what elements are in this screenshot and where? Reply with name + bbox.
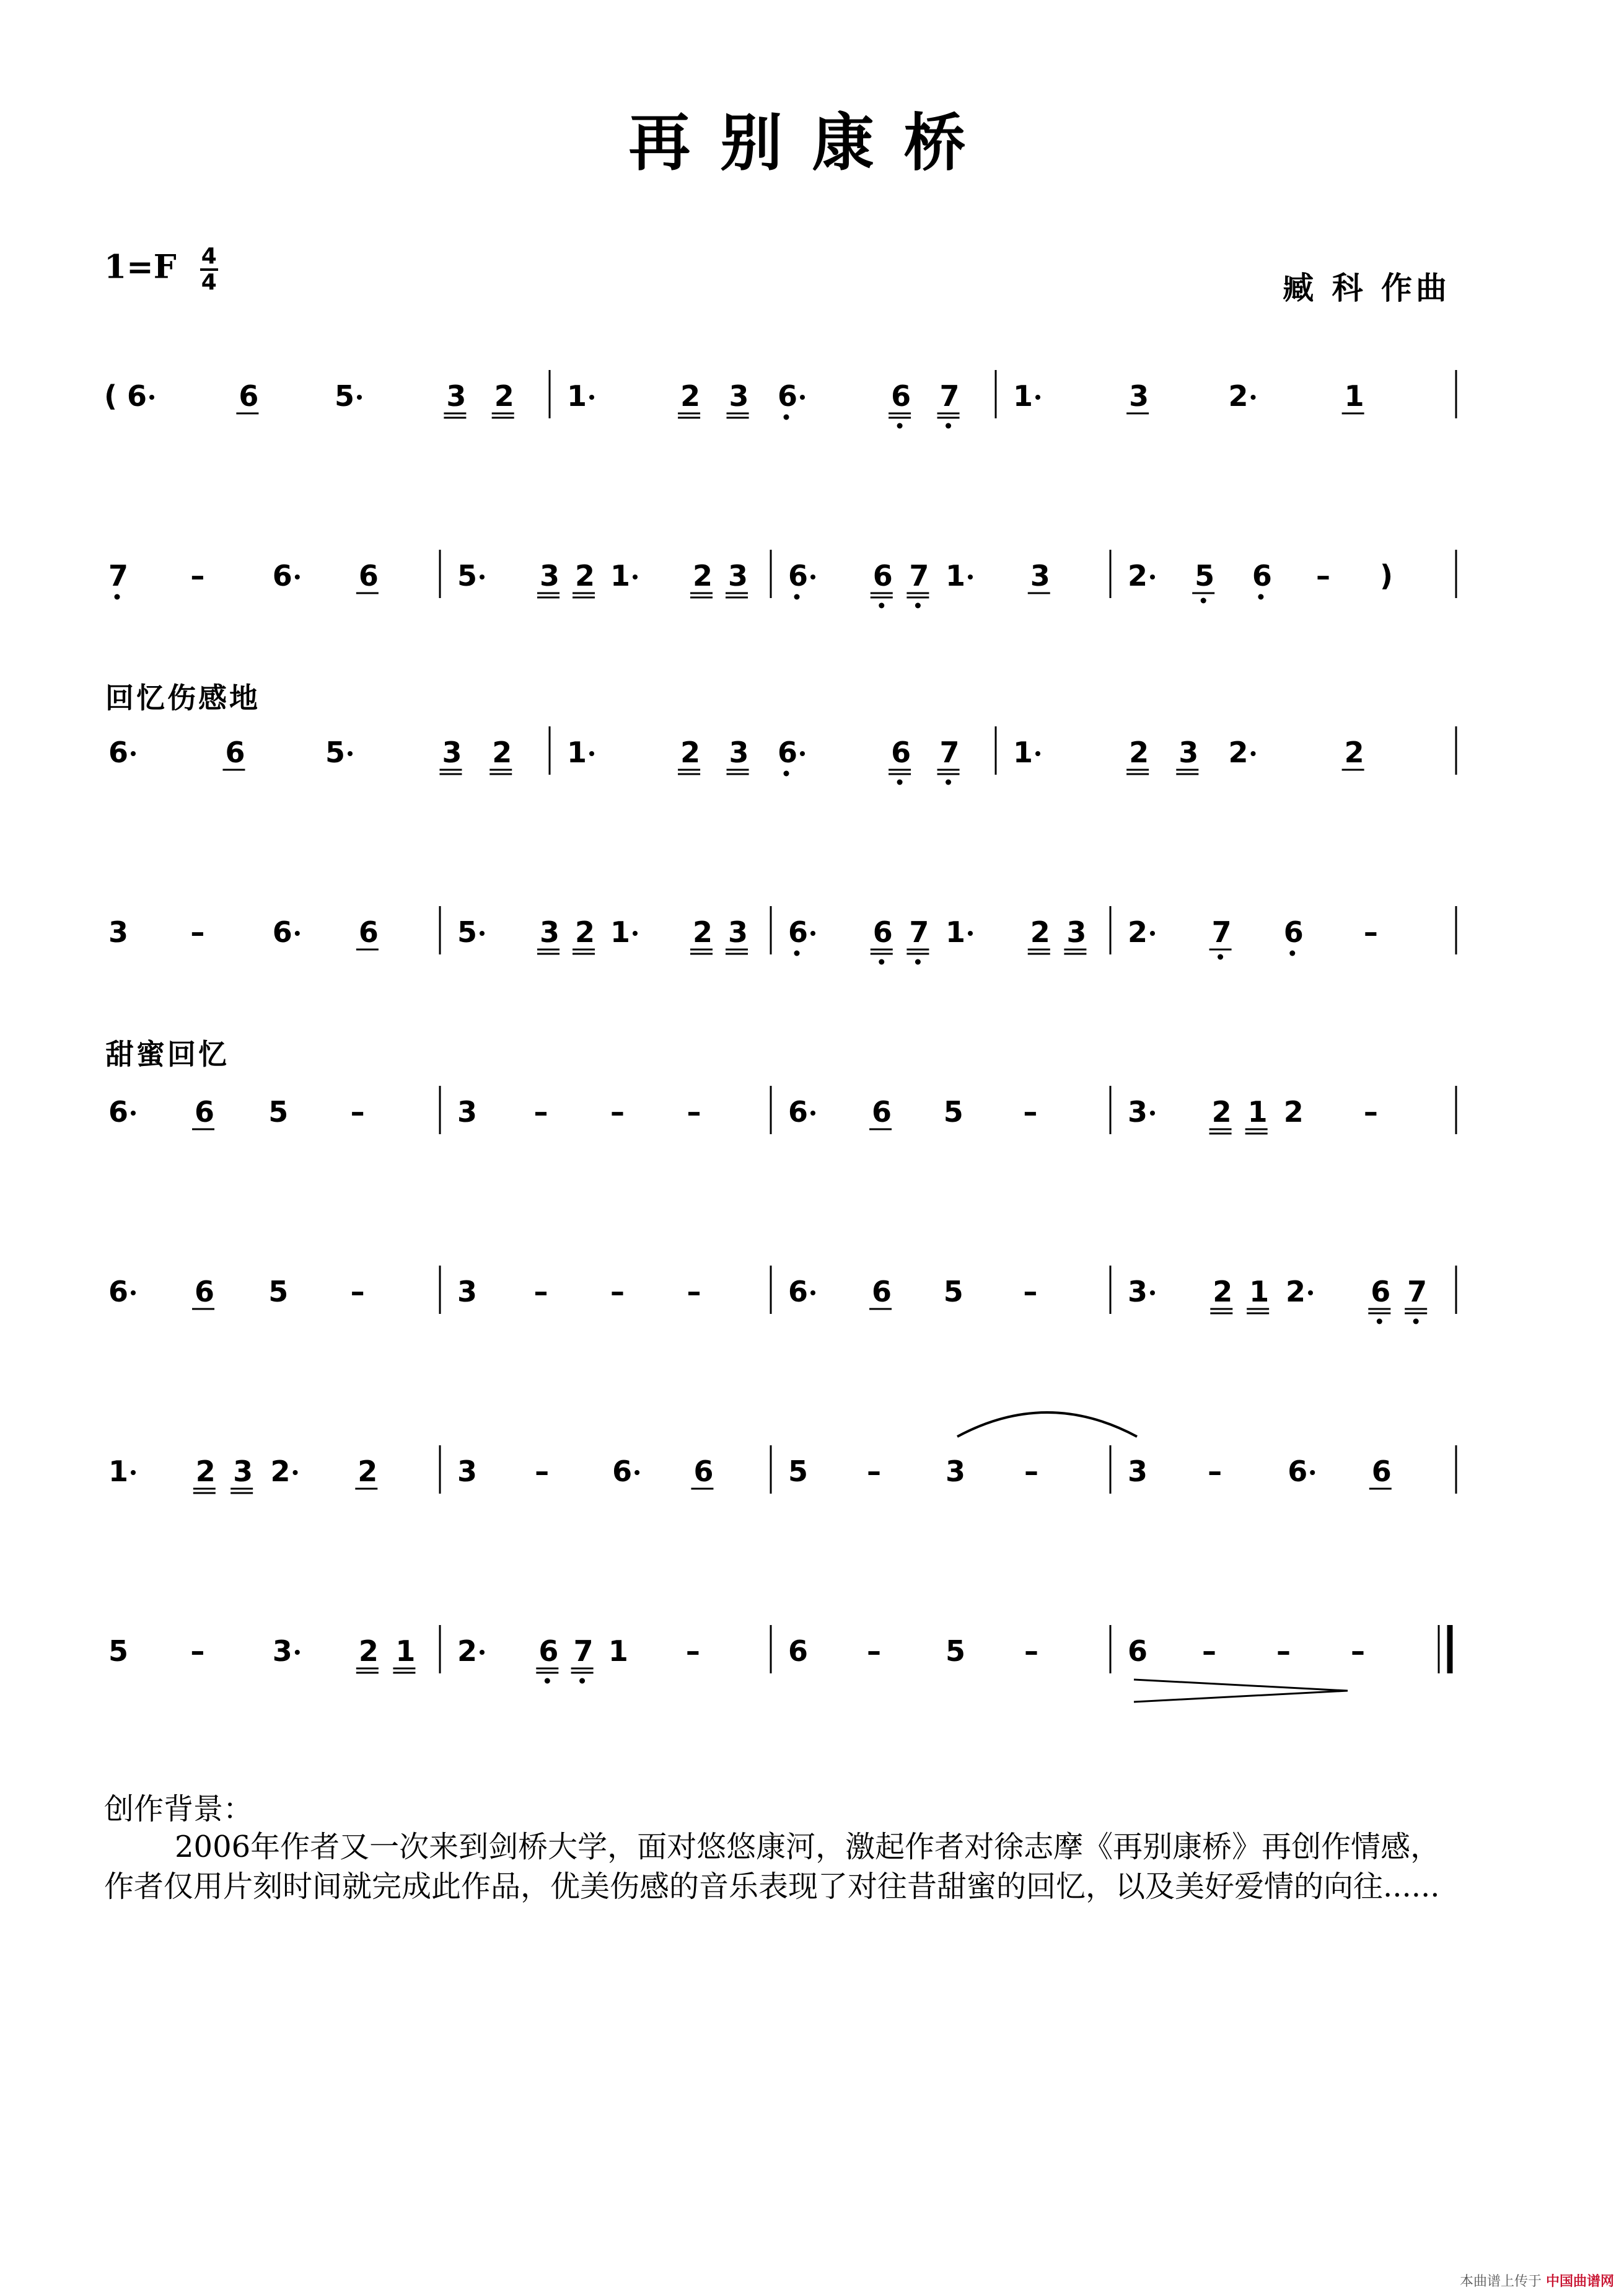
low-octave-dot bbox=[784, 771, 789, 777]
low-octave-dot bbox=[946, 423, 951, 429]
extension-dash: – bbox=[685, 1634, 700, 1668]
background-text: 2006年作者又一次来到剑桥大学，面对悠悠康河，激起作者对徐志摩《再别康桥》再创作情感，作者仅用片刻时间就完成此作品，优美伤感的音乐表现了对往昔甜蜜的回忆，以及美好爱情的向往...... bbox=[104, 1830, 1441, 1904]
extension-dash: – bbox=[867, 1455, 881, 1488]
note: 7 bbox=[573, 1634, 594, 1668]
note: 2 bbox=[358, 1634, 379, 1668]
note: 6 bbox=[872, 1275, 892, 1308]
decrescendo-hairpin bbox=[1134, 1680, 1348, 1702]
note: 1 bbox=[1247, 1095, 1268, 1129]
low-octave-dot bbox=[1201, 598, 1206, 604]
low-octave-dot bbox=[1258, 594, 1263, 600]
note: 5 bbox=[268, 1095, 289, 1129]
note: 3 bbox=[1178, 736, 1199, 769]
augmentation-dot bbox=[1035, 395, 1040, 400]
augmentation-dot bbox=[1150, 931, 1155, 936]
augmentation-dot bbox=[1251, 751, 1256, 756]
extension-dash: – bbox=[533, 1275, 548, 1308]
note: 5 bbox=[457, 559, 478, 592]
augmentation-dot bbox=[480, 575, 485, 579]
note: 7 bbox=[108, 559, 129, 592]
extension-dash: – bbox=[533, 1095, 548, 1129]
extension-dash: – bbox=[1208, 1455, 1222, 1488]
note: 3 bbox=[1128, 1095, 1148, 1129]
extension-dash: – bbox=[350, 1275, 365, 1308]
note: 2 bbox=[680, 379, 701, 413]
augmentation-dot bbox=[480, 931, 485, 936]
note: 1 bbox=[608, 1634, 628, 1668]
note: 2 bbox=[575, 559, 595, 592]
extension-dash: – bbox=[190, 559, 205, 592]
extension-dash: – bbox=[535, 1455, 550, 1488]
extension-dash: – bbox=[1315, 559, 1330, 592]
note: 3 bbox=[457, 1455, 478, 1488]
watermark bbox=[1460, 2271, 1614, 2290]
note: 6 bbox=[358, 559, 379, 592]
note: 7 bbox=[939, 736, 960, 769]
low-octave-dot bbox=[879, 959, 884, 965]
note: 7 bbox=[1211, 915, 1232, 949]
note: 1 bbox=[567, 736, 587, 769]
low-octave-dot bbox=[545, 1678, 550, 1684]
note: 6 bbox=[693, 1455, 714, 1488]
watermark-text: 本曲谱上传于 bbox=[1459, 2274, 1542, 2289]
note: 5 bbox=[943, 1275, 963, 1308]
note: 7 bbox=[909, 559, 929, 592]
note: 6 bbox=[108, 736, 129, 769]
note: 2 bbox=[1128, 559, 1148, 592]
augmentation-dot bbox=[1310, 1470, 1315, 1475]
augmentation-dot bbox=[1150, 575, 1155, 579]
augmentation-dot bbox=[800, 395, 805, 400]
extension-dash: – bbox=[867, 1634, 881, 1668]
note: 3 bbox=[729, 379, 749, 413]
note: 6 bbox=[778, 736, 798, 769]
augmentation-dot bbox=[968, 931, 973, 936]
note: 2 bbox=[693, 559, 713, 592]
note: 6 bbox=[788, 559, 809, 592]
note: 1 bbox=[610, 559, 631, 592]
note: 2 bbox=[1286, 1275, 1306, 1308]
note: 6 bbox=[225, 736, 245, 769]
note: 1 bbox=[1249, 1275, 1270, 1308]
augmentation-dot bbox=[1035, 751, 1040, 756]
note: 3 bbox=[272, 1634, 292, 1668]
note: 3 bbox=[946, 1455, 966, 1488]
note: 1 bbox=[1013, 379, 1034, 413]
note: 1 bbox=[108, 1455, 129, 1488]
note: 5 bbox=[943, 1095, 963, 1129]
note: 3 bbox=[540, 915, 560, 949]
key-prefix: 1=F bbox=[104, 248, 177, 286]
note: 3 bbox=[540, 559, 560, 592]
note: 3 bbox=[728, 915, 748, 949]
note: 2 bbox=[1213, 1275, 1233, 1308]
extension-dash: – bbox=[190, 1634, 205, 1668]
note: ) bbox=[1379, 559, 1394, 592]
extension-dash: – bbox=[1024, 1455, 1038, 1488]
augmentation-dot bbox=[131, 1470, 136, 1475]
note: 6 bbox=[1128, 1634, 1148, 1668]
note: 2 bbox=[1228, 736, 1249, 769]
note: 2 bbox=[1128, 915, 1148, 949]
low-octave-dot bbox=[1218, 954, 1223, 960]
note: 6 bbox=[358, 915, 379, 949]
note: 2 bbox=[492, 736, 512, 769]
note: 6 bbox=[788, 915, 809, 949]
note: 2 bbox=[494, 379, 514, 413]
note: 3 bbox=[1128, 1275, 1148, 1308]
note: 2 bbox=[195, 1455, 216, 1488]
augmentation-dot bbox=[633, 575, 638, 579]
open-paren: ( bbox=[104, 379, 118, 413]
note: 6 bbox=[195, 1095, 215, 1129]
note: 5 bbox=[946, 1634, 966, 1668]
note: 2 bbox=[693, 915, 713, 949]
note: 3 bbox=[1030, 559, 1050, 592]
augmentation-dot bbox=[589, 751, 594, 756]
extension-dash: – bbox=[687, 1275, 701, 1308]
low-octave-dot bbox=[794, 951, 800, 956]
note: 6 bbox=[272, 915, 292, 949]
note: 6 bbox=[612, 1455, 633, 1488]
extension-dash: – bbox=[1351, 1634, 1365, 1668]
note: 6 bbox=[788, 1634, 809, 1668]
low-octave-dot bbox=[1377, 1319, 1382, 1324]
note: 6 bbox=[872, 915, 893, 949]
note: 1 bbox=[567, 379, 587, 413]
note: 3 bbox=[728, 559, 748, 592]
note: 6 bbox=[872, 559, 893, 592]
extension-dash: – bbox=[350, 1095, 365, 1129]
note: 1 bbox=[395, 1634, 416, 1668]
note: 6 bbox=[108, 1275, 129, 1308]
low-octave-dot bbox=[897, 780, 903, 785]
note: 1 bbox=[610, 915, 631, 949]
note: 3 bbox=[442, 736, 462, 769]
low-octave-dot bbox=[579, 1678, 585, 1684]
extension-dash: – bbox=[610, 1275, 625, 1308]
note: 3 bbox=[457, 1095, 478, 1129]
note: 3 bbox=[1066, 915, 1087, 949]
note: 2 bbox=[1129, 736, 1149, 769]
note: 6 bbox=[272, 559, 292, 592]
slur bbox=[957, 1412, 1137, 1437]
note: 5 bbox=[335, 379, 355, 413]
note: 1 bbox=[946, 915, 966, 949]
watermark-logo: 中国曲谱网 bbox=[1545, 2274, 1614, 2289]
note: 6 bbox=[239, 379, 259, 413]
augmentation-dot bbox=[589, 395, 594, 400]
note: 5 bbox=[1195, 559, 1215, 592]
note: 2 bbox=[680, 736, 701, 769]
low-octave-dot bbox=[115, 594, 120, 600]
note: 6 bbox=[1252, 559, 1272, 592]
note: 1 bbox=[1013, 736, 1034, 769]
expression-mark-2: 甜蜜回忆 bbox=[105, 1037, 229, 1071]
composer-credit: 臧 科 作曲 bbox=[1283, 270, 1451, 306]
augmentation-dot bbox=[293, 1470, 298, 1475]
low-octave-dot bbox=[1413, 1319, 1419, 1324]
note: 7 bbox=[1407, 1275, 1428, 1308]
note: 1 bbox=[1344, 379, 1364, 413]
extension-dash: – bbox=[1363, 1095, 1378, 1129]
note: 6 bbox=[788, 1095, 809, 1129]
note: 2 bbox=[358, 1455, 378, 1488]
note: 2 bbox=[575, 915, 595, 949]
note: 3 bbox=[233, 1455, 253, 1488]
note: 6 bbox=[538, 1634, 559, 1668]
augmentation-dot bbox=[295, 931, 300, 936]
extension-dash: – bbox=[1276, 1634, 1291, 1668]
note: 1 bbox=[946, 559, 966, 592]
note: 3 bbox=[729, 736, 749, 769]
extension-dash: – bbox=[1024, 1634, 1038, 1668]
note: 3 bbox=[1128, 1455, 1148, 1488]
score-title: 再别康桥 bbox=[628, 106, 996, 179]
augmentation-dot bbox=[810, 575, 815, 579]
note: 6 bbox=[1371, 1455, 1392, 1488]
extension-dash: – bbox=[1202, 1634, 1216, 1668]
note: 2 bbox=[457, 1634, 478, 1668]
augmentation-dot bbox=[810, 1290, 815, 1295]
extension-dash: – bbox=[610, 1095, 625, 1129]
note: 6 bbox=[1283, 915, 1304, 949]
extension-dash: – bbox=[190, 915, 205, 949]
augmentation-dot bbox=[131, 1111, 136, 1116]
note: 3 bbox=[1129, 379, 1149, 413]
low-octave-dot bbox=[879, 603, 884, 609]
augmentation-dot bbox=[131, 1290, 136, 1295]
low-octave-dot bbox=[915, 603, 921, 609]
time-denominator: 4 bbox=[201, 270, 217, 295]
augmentation-dot bbox=[810, 931, 815, 936]
augmentation-dot bbox=[348, 751, 353, 756]
note: 6 bbox=[788, 1275, 809, 1308]
low-octave-dot bbox=[897, 423, 903, 429]
note: 2 bbox=[270, 1455, 291, 1488]
note: 6 bbox=[108, 1095, 129, 1129]
note: 7 bbox=[939, 379, 960, 413]
note: 3 bbox=[446, 379, 467, 413]
note: 2 bbox=[1283, 1095, 1304, 1129]
low-octave-dot bbox=[1289, 951, 1295, 956]
note: 3 bbox=[108, 915, 129, 949]
note: 5 bbox=[788, 1455, 809, 1488]
note: 5 bbox=[268, 1275, 289, 1308]
note: 6 bbox=[778, 379, 798, 413]
time-numerator: 4 bbox=[200, 245, 218, 271]
augmentation-dot bbox=[295, 1650, 300, 1655]
note: 6 bbox=[1288, 1455, 1308, 1488]
note: 2 bbox=[1344, 736, 1364, 769]
note: 6 bbox=[195, 1275, 215, 1308]
note: 2 bbox=[1030, 915, 1050, 949]
background-heading: 创作背景： bbox=[104, 1792, 253, 1826]
augmentation-dot bbox=[131, 751, 136, 756]
note: 5 bbox=[108, 1634, 129, 1668]
note: 2 bbox=[1228, 379, 1249, 413]
augmentation-dot bbox=[968, 575, 973, 579]
augmentation-dot bbox=[800, 751, 805, 756]
augmentation-dot bbox=[149, 395, 154, 400]
extension-dash: – bbox=[1363, 915, 1378, 949]
augmentation-dot bbox=[295, 575, 300, 579]
low-octave-dot bbox=[794, 594, 800, 600]
note: 5 bbox=[457, 915, 478, 949]
extension-dash: – bbox=[1023, 1275, 1038, 1308]
augmentation-dot bbox=[1308, 1290, 1313, 1295]
note: 3 bbox=[457, 1275, 478, 1308]
note: 6 bbox=[1371, 1275, 1391, 1308]
augmentation-dot bbox=[1251, 395, 1256, 400]
low-octave-dot bbox=[946, 780, 951, 785]
augmentation-dot bbox=[1150, 1111, 1155, 1116]
augmentation-dot bbox=[1150, 1290, 1155, 1295]
expression-mark-1: 回忆伤感地 bbox=[105, 681, 260, 715]
augmentation-dot bbox=[634, 1470, 639, 1475]
note: 6 bbox=[891, 379, 911, 413]
note: 6 bbox=[127, 379, 147, 413]
note: 2 bbox=[1211, 1095, 1232, 1129]
augmentation-dot bbox=[633, 931, 638, 936]
augmentation-dot bbox=[480, 1650, 485, 1655]
augmentation-dot bbox=[810, 1111, 815, 1116]
low-octave-dot bbox=[915, 959, 921, 965]
note: 5 bbox=[325, 736, 346, 769]
note: 6 bbox=[891, 736, 911, 769]
low-octave-dot bbox=[784, 415, 789, 420]
extension-dash: – bbox=[1023, 1095, 1038, 1129]
note: 7 bbox=[909, 915, 929, 949]
note: 6 bbox=[872, 1095, 892, 1129]
augmentation-dot bbox=[357, 395, 362, 400]
extension-dash: – bbox=[687, 1095, 701, 1129]
